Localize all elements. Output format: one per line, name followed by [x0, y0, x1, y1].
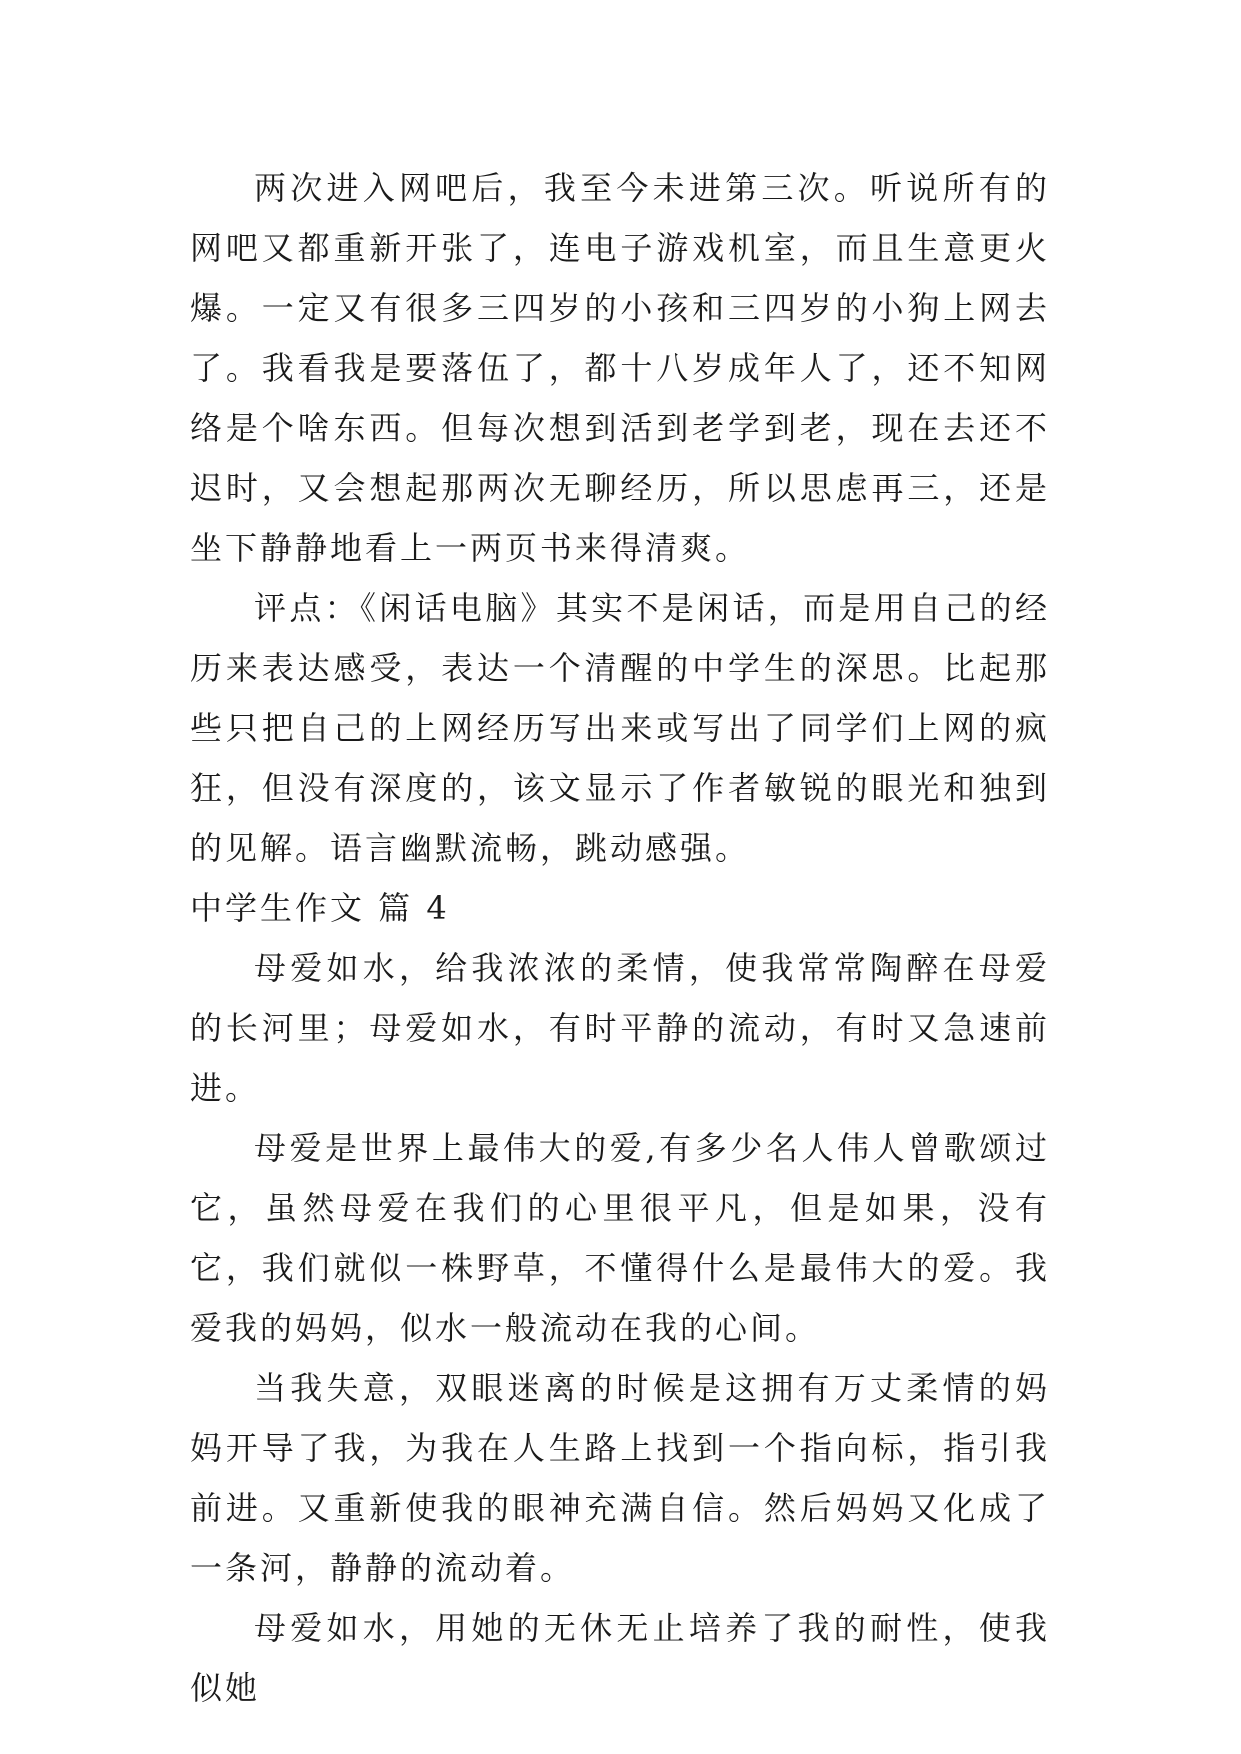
- paragraph-internet-cafe: 两次进入网吧后，我至今未进第三次。听说所有的网吧又都重新开张了，连电子游戏机室，而且生意更火爆。一定又有很多三四岁的小孩和三四岁的小狗上网去了。我看我是要落伍了，都十八岁成年人了，还不知网络是个啥东西。但每次想到活到老学到老，现在去还不迟时，又会想起那两次无聊经历，所以思虑再三，还是坐下静静地看上一两页书来得清爽。: [190, 169, 1050, 567]
- paragraph-mother-guidance: 当我失意，双眼迷离的时候是这拥有万丈柔情的妈妈开导了我，为我在人生路上找到一个指向标，指引我前进。又重新使我的眼神充满自信。然后妈妈又化成了一条河，静静的流动着。: [190, 1369, 1050, 1587]
- paragraph-commentary: 评点：《闲话电脑》其实不是闲话，而是用自己的经历来表达感受，表达一个清醒的中学生的深思。比起那些只把自己的上网经历写出来或写出了同学们上网的疯狂，但没有深度的，该文显示了作者敏锐的眼光和独到的见解。语言幽默流畅，跳动感强。: [190, 589, 1050, 867]
- document-page: [190, 158, 1050, 1718]
- paragraph-mother-love-greatest: 母爱是世界上最伟大的爱,有多少名人伟人曾歌颂过它，虽然母爱在我们的心里很平凡，但是如果，没有它，我们就似一株野草，不懂得什么是最伟大的爱。我爱我的妈妈，似水一般流动在我的心间。: [190, 1129, 1050, 1347]
- paragraph-mother-love-intro: 母爱如水，给我浓浓的柔情，使我常常陶醉在母爱的长河里；母爱如水，有时平静的流动，有时又急速前进。: [190, 949, 1050, 1107]
- paragraph-mother-patience: 母爱如水，用她的无休无止培养了我的耐性，使我似她: [190, 1609, 1050, 1707]
- section-heading: 中学生作文 篇 4: [190, 889, 450, 927]
